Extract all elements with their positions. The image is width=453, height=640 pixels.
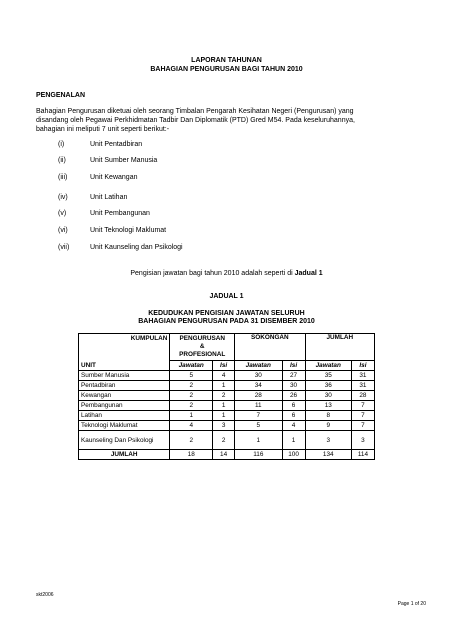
filling-sentence — [0, 269, 453, 278]
table-row — [79, 401, 375, 411]
report-subtitle: BAHAGIAN PENGURUSAN BAGI TAHUN 2010 — [150, 66, 303, 73]
unit-cell: Kewangan — [79, 391, 170, 401]
value-cell: 7 — [351, 421, 374, 431]
list-item: Unit Latihan — [90, 194, 128, 201]
total-value-cell: 116 — [235, 450, 282, 460]
value-cell: 2 — [170, 381, 213, 391]
table-caption-1: KEDUDUKAN PENGISIAN JAWATAN SELURUH — [148, 310, 305, 317]
subheader-cell: Jawatan — [235, 361, 282, 371]
value-cell: 34 — [235, 381, 282, 391]
table-row — [79, 391, 375, 401]
value-cell: 2 — [213, 431, 235, 450]
value-cell: 30 — [305, 391, 351, 401]
filling-text: Pengisian jawatan bagi tahun 2010 adalah seperti di — [130, 270, 295, 277]
intro-line-1: Bahagian Pengurusan diketuai oleh seorang Timbalan Pengarah Kesihatan Negeri (Pengurusan) yang — [36, 108, 354, 115]
table-row — [79, 411, 375, 421]
value-cell: 7 — [235, 411, 282, 421]
unit-cell: Kaunseling Dan Psikologi — [79, 431, 170, 450]
value-cell: 3 — [305, 431, 351, 450]
group-header-sokongan: SOKONGAN — [235, 334, 306, 361]
list-item-number: (ii) — [58, 157, 66, 164]
list-item: Unit Pembangunan — [90, 210, 150, 217]
total-value-cell: 100 — [282, 450, 305, 460]
table-caption-2: BAHAGIAN PENGURUSAN PADA 31 DISEMBER 2010 — [138, 318, 315, 325]
footer-page-number: Page 1 of 20 — [397, 601, 426, 607]
value-cell: 1 — [235, 431, 282, 450]
value-cell: 4 — [213, 371, 235, 381]
value-cell: 27 — [282, 371, 305, 381]
value-cell: 3 — [213, 421, 235, 431]
intro-line-2: disandang oleh Pegawai Perkhidmatan Tadbir Dan Diplomatik (PTD) Gred M54. Pada keseluruhannya, — [36, 117, 355, 124]
group-header-line: PROFESIONAL — [179, 351, 226, 358]
table-header-row — [79, 334, 375, 361]
value-cell: 4 — [282, 421, 305, 431]
list-item-number: (iii) — [58, 174, 68, 181]
table-row — [79, 371, 375, 381]
list-item: Unit Sumber Manusia — [90, 157, 158, 164]
value-cell: 31 — [351, 371, 374, 381]
group-header-line: & — [199, 343, 205, 350]
group-header-line: PENGURUSAN — [179, 335, 225, 342]
list-item: Unit Pentadbiran — [90, 141, 143, 148]
total-value-cell: 134 — [305, 450, 351, 460]
total-value-cell: 14 — [213, 450, 235, 460]
value-cell: 1 — [213, 381, 235, 391]
table-label: JADUAL 1 — [209, 293, 244, 300]
value-cell: 9 — [305, 421, 351, 431]
subheader-cell: Isi — [213, 361, 235, 371]
value-cell: 6 — [282, 411, 305, 421]
value-cell: 35 — [305, 371, 351, 381]
intro-line-3: bahagian ini meliputi 7 unit seperti berikut:- — [36, 126, 170, 133]
total-value-cell: 114 — [351, 450, 374, 460]
value-cell: 30 — [282, 381, 305, 391]
value-cell: 8 — [305, 411, 351, 421]
value-cell: 1 — [170, 411, 213, 421]
corner-header-bottom: UNIT — [81, 362, 96, 369]
table-total-row — [79, 450, 375, 460]
value-cell: 5 — [235, 421, 282, 431]
value-cell: 1 — [213, 411, 235, 421]
value-cell: 1 — [213, 401, 235, 411]
list-item-number: (vii) — [58, 244, 70, 251]
subheader-cell: Isi — [282, 361, 305, 371]
value-cell: 28 — [351, 391, 374, 401]
list-item-number: (v) — [58, 210, 67, 217]
staffing-table — [78, 333, 375, 460]
group-header-pengurusan — [170, 334, 235, 361]
section-heading: PENGENALAN — [36, 92, 86, 99]
corner-header-top: KUMPULAN — [130, 335, 168, 342]
total-label-cell: JUMLAH — [79, 450, 170, 460]
list-item-number: (i) — [58, 141, 65, 148]
list-item: Unit Kaunseling dan Psikologi — [90, 244, 183, 251]
value-cell: 2 — [170, 391, 213, 401]
value-cell: 5 — [170, 371, 213, 381]
subheader-cell: Jawatan — [305, 361, 351, 371]
report-title: LAPORAN TAHUNAN — [191, 57, 262, 64]
value-cell: 36 — [305, 381, 351, 391]
value-cell: 26 — [282, 391, 305, 401]
subheader-cell: Isi — [351, 361, 374, 371]
value-cell: 30 — [235, 371, 282, 381]
footer-document-code: skt2006 — [36, 592, 54, 598]
value-cell: 13 — [305, 401, 351, 411]
value-cell: 2 — [170, 401, 213, 411]
group-header-jumlah: JUMLAH — [305, 334, 374, 361]
unit-cell: Latihan — [79, 411, 170, 421]
subheader-cell: Jawatan — [170, 361, 213, 371]
value-cell: 7 — [351, 401, 374, 411]
table-row — [79, 381, 375, 391]
table-row — [79, 421, 375, 431]
value-cell: 1 — [282, 431, 305, 450]
table-reference: Jadual 1 — [294, 270, 323, 277]
unit-cell: Pembangunan — [79, 401, 170, 411]
value-cell: 28 — [235, 391, 282, 401]
list-item-number: (vi) — [58, 227, 68, 234]
value-cell: 2 — [170, 431, 213, 450]
unit-cell: Pentadbiran — [79, 381, 170, 391]
value-cell: 6 — [282, 401, 305, 411]
table-row — [79, 431, 375, 450]
value-cell: 7 — [351, 411, 374, 421]
value-cell: 2 — [213, 391, 235, 401]
list-item: Unit Teknologi Maklumat — [90, 227, 167, 234]
value-cell: 31 — [351, 381, 374, 391]
value-cell: 11 — [235, 401, 282, 411]
unit-cell: Sumber Manusia — [79, 371, 170, 381]
list-item-number: (iv) — [58, 194, 68, 201]
unit-cell: Teknologi Maklumat — [79, 421, 170, 431]
corner-header-cell — [79, 334, 170, 371]
value-cell: 3 — [351, 431, 374, 450]
value-cell: 4 — [170, 421, 213, 431]
list-item: Unit Kewangan — [90, 174, 138, 181]
total-value-cell: 18 — [170, 450, 213, 460]
